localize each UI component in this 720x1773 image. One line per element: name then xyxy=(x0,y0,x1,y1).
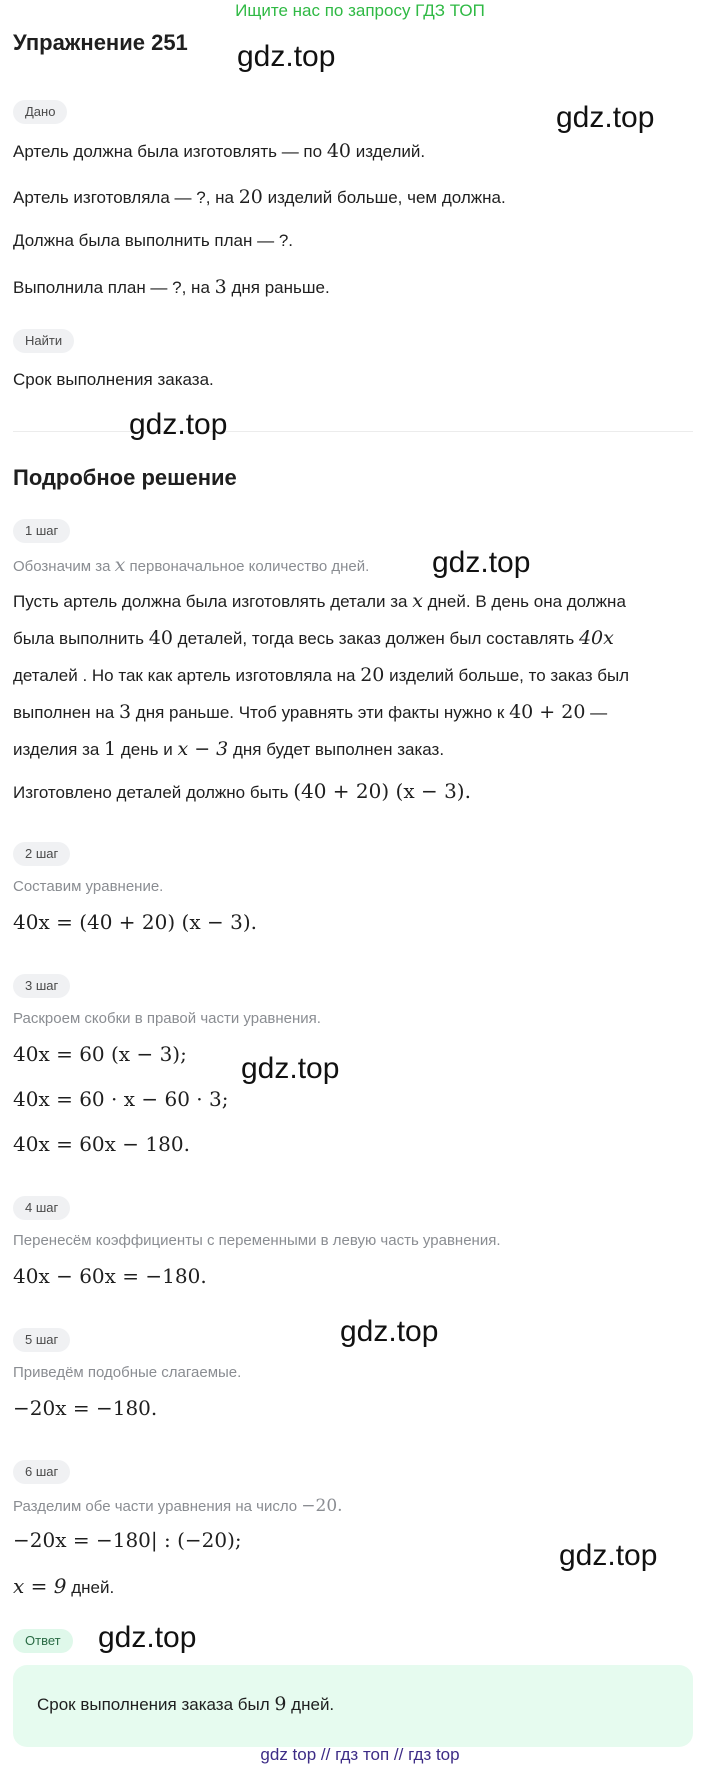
step-6-equation-1: −20x = −180| : (−20); xyxy=(13,1528,242,1552)
step-1-result: Изготовлено деталей должно быть (40 + 20) (x − 3). xyxy=(13,779,471,803)
watermark: gdz.top xyxy=(98,1621,197,1654)
step-4-hint: Перенесём коэффициенты с переменными в левую часть уравнения. xyxy=(13,1232,501,1249)
watermark: gdz.top xyxy=(556,101,655,134)
watermark: gdz.top xyxy=(340,1315,439,1348)
step-1-tag: 1 шаг xyxy=(13,519,70,543)
step-3-equation-2: 40x = 60 · x − 60 · 3; xyxy=(13,1087,229,1111)
given-line-1: Артель должна была изготовлять — по 40 изделий. xyxy=(13,140,426,162)
find-text: Срок выполнения заказа. xyxy=(13,370,214,389)
watermark: gdz.top xyxy=(559,1539,658,1572)
step-3-hint: Раскроем скобки в правой части уравнения. xyxy=(13,1010,321,1027)
answer-tag: Ответ xyxy=(13,1629,73,1653)
given-line-2: Артель изготовляла — ?, на 20 изделий больше, чем должна. xyxy=(13,186,506,208)
given-line-4: Выполнила план — ?, на 3 дня раньше. xyxy=(13,276,330,298)
step-3-equation-3: 40x = 60x − 180. xyxy=(13,1132,190,1156)
given-line-3: Должна была выполнить план — ?. xyxy=(13,231,293,250)
answer-text: Срок выполнения заказа был 9 дней. xyxy=(37,1693,335,1715)
step-6-tag: 6 шаг xyxy=(13,1460,70,1484)
step-6-result: x = 9 дней. xyxy=(13,1574,115,1598)
watermark: gdz.top xyxy=(241,1052,340,1085)
step-2-hint: Составим уравнение. xyxy=(13,878,164,895)
find-tag: Найти xyxy=(13,329,74,353)
step-6-hint: Разделим обе части уравнения на число −20. xyxy=(13,1496,343,1516)
watermark: gdz.top xyxy=(432,546,531,579)
watermark: gdz.top xyxy=(237,40,336,73)
step-2-equation: 40x = (40 + 20) (x − 3). xyxy=(13,910,257,934)
footer-links[interactable]: gdz top // гдз топ // гдз top xyxy=(260,1745,460,1764)
step-1-paragraph: Пусть артель должна была изготовлять детали за x дней. В день она должна была выполнить 40 деталей, тогда весь заказ должен был составлять 40x деталей . Но так как артель изготовляла на 20 изделий больше, то заказ был выполнен на 3 дня раньше. Чтоб уравнять эти факты нужно к 40 + 20 — изделия за 1 день и x − 3 дня будет выполнен заказ. xyxy=(13,590,630,760)
section-divider xyxy=(13,431,693,432)
step-3-tag: 3 шаг xyxy=(13,974,70,998)
step-3-equation-1: 40x = 60 (x − 3); xyxy=(13,1042,187,1066)
step-5-equation: −20x = −180. xyxy=(13,1396,158,1420)
step-5-tag: 5 шаг xyxy=(13,1328,70,1352)
watermark: gdz.top xyxy=(129,408,228,441)
step-5-hint: Приведём подобные слагаемые. xyxy=(13,1364,242,1381)
answer-box xyxy=(13,1665,693,1747)
solution-title: Подробное решение xyxy=(13,465,237,490)
given-tag: Дано xyxy=(13,100,67,124)
step-2-tag: 2 шаг xyxy=(13,842,70,866)
step-4-tag: 4 шаг xyxy=(13,1196,70,1220)
page-title: Упражнение 251 xyxy=(13,30,188,55)
step-1-hint: Обозначим за x первоначальное количество дней. xyxy=(13,554,370,576)
step-4-equation: 40x − 60x = −180. xyxy=(13,1264,207,1288)
search-banner[interactable]: Ищите нас по запросу ГДЗ ТОП xyxy=(235,1,485,20)
